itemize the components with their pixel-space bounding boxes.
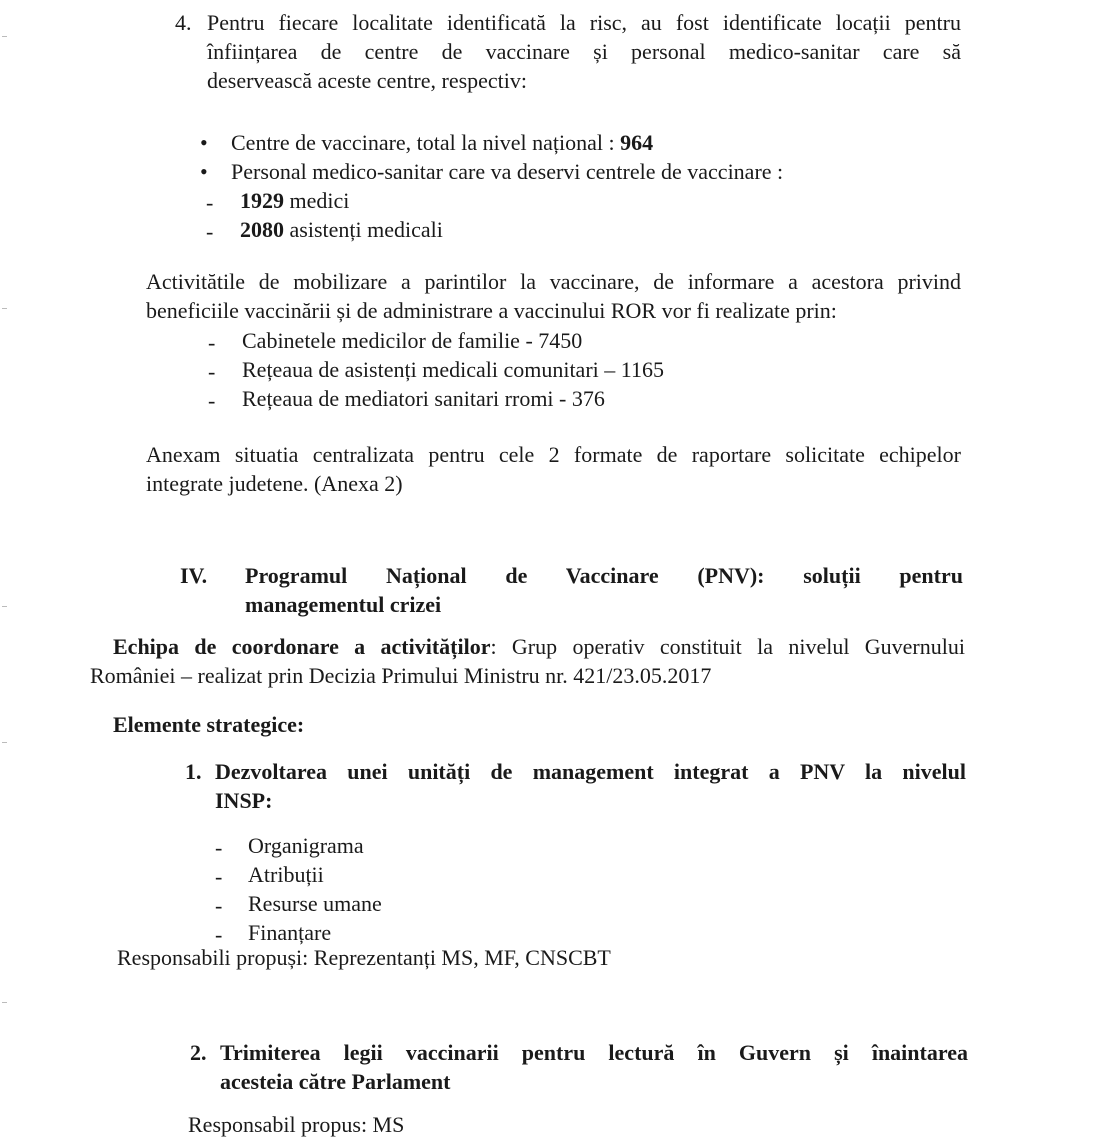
annex-line1: Anexam situatia centralizata pentru cele 2 formate de raportare solicitate echipelor — [146, 442, 961, 467]
bullet-medical-staff: Personal medico-sanitar care va deservi centrele de vaccinare : — [231, 159, 784, 184]
activities-item: Rețeaua de asistenți medicali comunitari – 1165 — [242, 357, 664, 382]
element-item: Finanțare — [248, 920, 332, 945]
dash-marker: - — [215, 835, 223, 860]
bullet-marker: • — [200, 159, 208, 184]
element-item: Organigrama — [248, 833, 364, 858]
element-item: Resurse umane — [248, 891, 382, 916]
staff-label: medici — [284, 188, 350, 213]
staff-doctors — [240, 186, 349, 215]
coordination-line2: României – realizat prin Decizia Primului Ministru nr. 421/23.05.2017 — [90, 663, 712, 688]
activities-line2: beneficiile vaccinării și de administrare a vaccinului ROR vor fi realizate prin: — [146, 298, 837, 323]
element-number: 2. — [190, 1040, 207, 1065]
element-number: 1. — [185, 759, 202, 784]
dash-marker: - — [215, 893, 223, 918]
dash-marker: - — [215, 922, 223, 947]
scan-edge-mark — [2, 36, 7, 37]
activities-line1: Activitătile de mobilizare a parintilor la vaccinare, de informare a acestora privind — [146, 269, 961, 294]
staff-value: 2080 — [240, 217, 284, 242]
item-4-line2: înființarea de centre de vaccinare și personal medico-sanitar care să — [207, 39, 961, 64]
element-title-line2: INSP: — [215, 788, 273, 813]
staff-nurses — [240, 215, 443, 244]
element-title-line1: Trimiterea legii vaccinarii pentru lectură în Guvern și înaintarea — [220, 1040, 968, 1065]
scan-edge-mark — [2, 742, 7, 743]
item-4-number: 4. — [175, 10, 192, 35]
coordination-text: : Grup operativ constituit la nivelul Guvernului — [490, 634, 965, 659]
bullet-marker: • — [200, 130, 208, 155]
activities-item: Cabinetele medicilor de familie - 7450 — [242, 328, 583, 353]
staff-label: asistenți medicali — [284, 217, 443, 242]
dash-marker: - — [206, 219, 214, 244]
item-4-line1: Pentru fiecare localitate identificată la risc, au fost identificate locații pentru — [207, 10, 961, 35]
element-responsible: Responsabil propus: MS — [188, 1112, 405, 1137]
activities-item: Rețeaua de mediatori sanitari rromi - 376 — [242, 386, 605, 411]
dash-marker: - — [208, 359, 216, 384]
bullet-label: Centre de vaccinare, total la nivel național : — [231, 130, 621, 155]
dash-marker: - — [206, 190, 214, 215]
element-responsible: Responsabili propuși: Reprezentanți MS, MF, CNSCBT — [117, 945, 611, 970]
coordination-line1 — [113, 632, 965, 661]
section-title-line2: managementul crizei — [245, 592, 442, 617]
coordination-label: Echipa de coordonare a activităților — [113, 634, 491, 659]
bullet-value: 964 — [620, 130, 654, 155]
section-title-line1: Programul Național de Vaccinare (PNV): soluții pentru — [245, 563, 963, 588]
section-numeral: IV. — [180, 563, 208, 588]
bullet-vaccination-centers — [231, 128, 653, 157]
element-title-line1: Dezvoltarea unei unități de management integrat a PNV la nivelul — [215, 759, 966, 784]
dash-marker: - — [208, 388, 216, 413]
element-title-line2: acesteia către Parlament — [220, 1069, 451, 1094]
element-item: Atribuții — [248, 862, 324, 887]
annex-line2: integrate judetene. (Anexa 2) — [146, 471, 403, 496]
scan-edge-mark — [2, 606, 7, 607]
dash-marker: - — [208, 330, 216, 355]
strategic-heading: Elemente strategice: — [113, 712, 305, 737]
item-4-line3: deservească aceste centre, respectiv: — [207, 68, 528, 93]
scan-edge-mark — [2, 308, 7, 309]
scan-edge-mark — [2, 1002, 7, 1003]
dash-marker: - — [215, 864, 223, 889]
staff-value: 1929 — [240, 188, 284, 213]
